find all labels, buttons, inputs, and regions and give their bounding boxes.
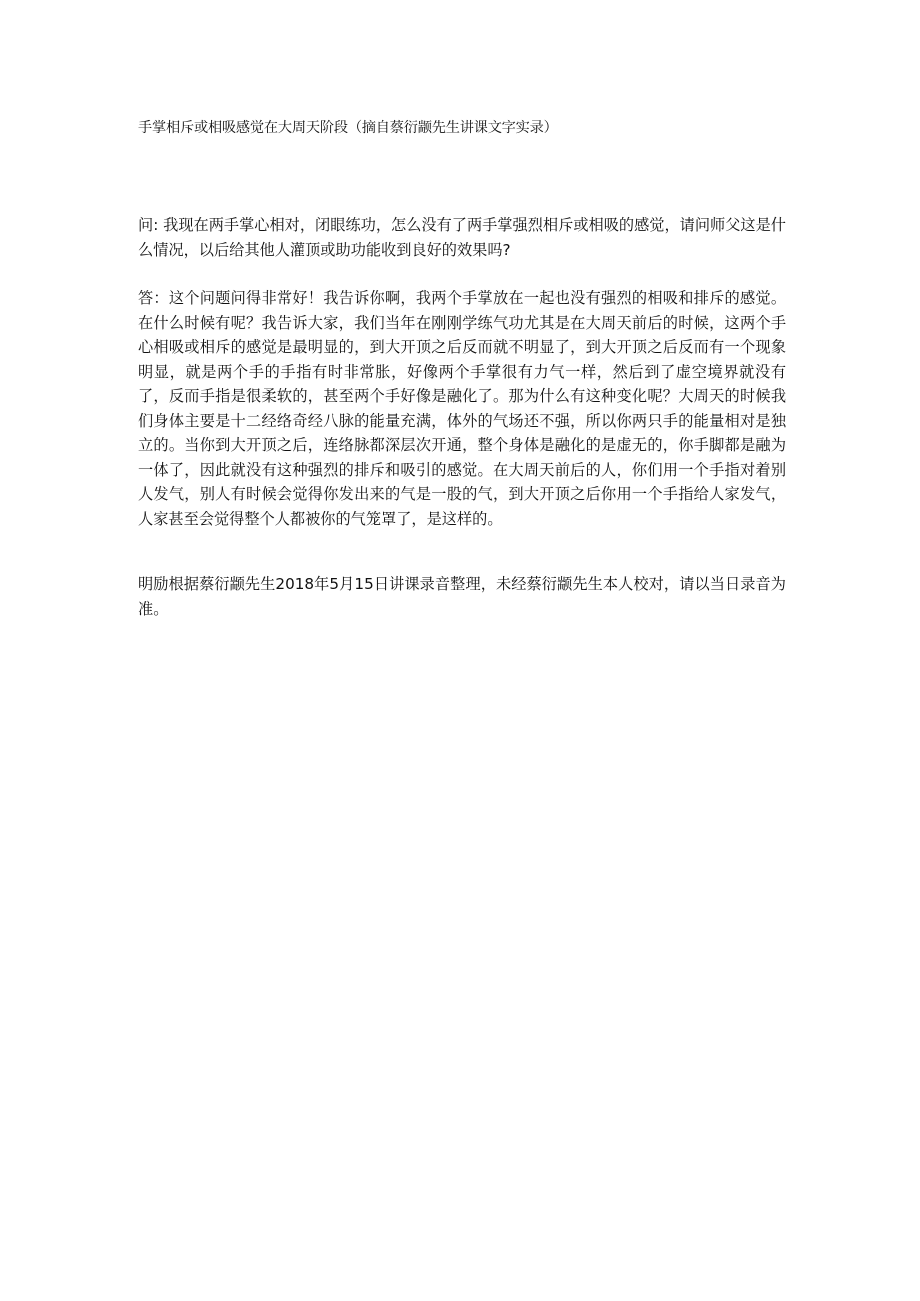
answer-paragraph: 答：这个问题问得非常好！我告诉你啊，我两个手掌放在一起也没有强烈的相吸和排斥的感觉。在什么时候有呢？我告诉大家，我们当年在刚刚学练气功尤其是在大周天前后的时候，这两个手心相吸或相斥的感觉是最明显的，到大开顶之后反而就不明显了，到大开顶之后反而有一个现象明显，就是两个手的手指有时非常胀，好像两个手掌很有力气一样，然后到了虚空境界就没有了，反而手指是很柔软的，甚至两个手好像是融化了。那为什么有这种变化呢？大周天的时候我们身体主要是十二经络奇经八脉的能量充满，体外的气场还不强，所以你两只手的能量相对是独立的。当你到大开顶之后，连络脉都深层次开通，整个身体是融化的是虚无的，你手脚都是融为一体了，因此就没有这种强烈的排斥和吸引的感觉。在大周天前后的人，你们用一个手指对着别人发气，别人有时候会觉得你发出来的气是一股的气，到大开顶之后你用一个手指给人家发气，人家甚至会觉得整个人都被你的气笼罩了，是这样的。: [138, 289, 786, 528]
question-paragraph: 问: 我现在两手掌心相对，闭眼练功，怎么没有了两手掌强烈相斥或相吸的感觉，请问师父这是什么情况，以后给其他人灌顶或助功能收到良好的效果吗?: [138, 216, 786, 259]
credit-note: 明励根据蔡衍颛先生2018年5月15日讲课录音整理，未经蔡衍颛先生本人校对，请以当日录音为准。: [138, 575, 786, 618]
document-title: 手掌相斥或相吸感觉在大周天阶段（摘自蔡衍颛先生讲课文字实录）: [138, 120, 558, 136]
